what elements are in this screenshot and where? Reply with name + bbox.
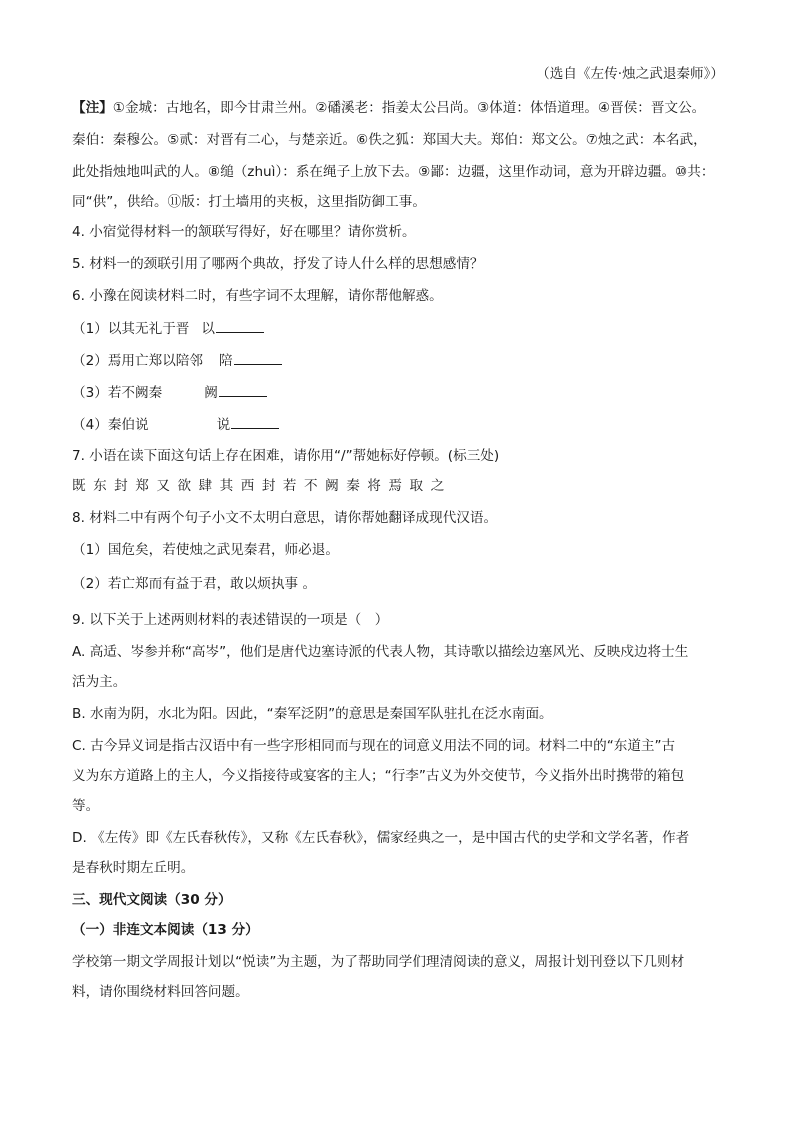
q6-item-3-label: （3）若不阙秦: [72, 385, 163, 401]
note-line-1: [72, 98, 705, 118]
question-7-stem: 7. 小语在读下面这句话上存在困难，请你用“/”帮她标好停顿。(标三处): [72, 448, 500, 464]
question-6-item-1: [72, 318, 264, 339]
question-8-item-2: （2）若亡郑而有益于君，敢以烦执事 。: [72, 576, 317, 592]
question-9-stem: 9. 以下关于上述两则材料的表述错误的一项是（ ）: [72, 612, 389, 628]
q9-option-c-line-2: 义为东方道路上的主人，今义指接待或宴客的主人；“行李”古义为外交使节，今义指外出时携带的箱包: [72, 768, 685, 784]
source-citation: （选自《左传·烛之武退秦师》）: [536, 66, 724, 82]
section-3-title: 三、现代文阅读（30 分）: [72, 892, 232, 908]
answer-blank[interactable]: [216, 318, 264, 333]
q6-item-1-label: （1）以其无礼于晋: [72, 321, 190, 337]
q6-item-2-label: （2）焉用亡郑以陪邻: [72, 353, 203, 369]
q6-item-1-word: 以: [201, 321, 215, 337]
note-line-3: 此处指烛地叫武的人。⑧缒（zhuì）：系在绳子上放下去。⑨鄙：边疆，这里作动词，意为开辟边疆。⑩共：: [72, 164, 715, 180]
question-7-sentence: 既东封郑又欲肆其西封若不阙秦将焉取之: [72, 478, 452, 494]
question-8-stem: 8. 材料二中有两个句子小文不太明白意思，请你帮她翻译成现代汉语。: [72, 510, 498, 526]
answer-blank[interactable]: [231, 414, 279, 429]
question-6-item-3: [72, 382, 267, 403]
q6-item-4-word: 说: [216, 417, 231, 433]
q9-option-c-line-1: C. 古今异义词是指古汉语中有一些字形相同而与现在的词意义用法不同的词。材料二中的“东道主”古: [72, 738, 676, 754]
question-6-item-4: [72, 414, 279, 435]
note-label: 【注】: [72, 100, 113, 116]
section-3-subtitle: （一）非连文本阅读（13 分）: [72, 922, 259, 938]
question-8-item-1: （1）国危矣，若使烛之武见秦君，师必退。: [72, 542, 339, 558]
q9-option-d-line-1: D. 《左传》即《左氏春秋传》，又称《左氏春秋》，儒家经典之一，是中国古代的史学和文学名著，作者: [72, 830, 690, 846]
note-line-4: 同“供”，供给。⑪版：打土墙用的夹板，这里指防御工事。: [72, 194, 426, 210]
q9-option-b: B. 水南为阴，水北为阳。因此，“秦军泛阴”的意思是秦国军队驻扎在泛水南面。: [72, 706, 553, 722]
note-line-2: 秦伯：秦穆公。⑤贰：对晋有二心，与楚亲近。⑥佚之狐：郑国大夫。郑伯：郑文公。⑦烛之武：本名武，: [72, 132, 707, 148]
q9-option-c-line-3: 等。: [72, 798, 100, 814]
q6-item-4-label: （4）秦伯说: [72, 417, 149, 433]
question-4: 4. 小宿觉得材料一的颔联写得好，好在哪里？请你赏析。: [72, 224, 416, 240]
q9-option-a-line-2: 活为主。: [72, 674, 127, 690]
section-3-intro-line-2: 料，请你围绕材料回答问题。: [72, 984, 249, 1000]
answer-blank[interactable]: [219, 382, 267, 397]
question-6-item-2: [72, 350, 282, 371]
section-3-intro-line-1: 学校第一期文学周报计划以“悦读”为主题，为了帮助同学们理清阅读的意义，周报计划刊登以下几则材: [72, 954, 685, 970]
question-5: 5. 材料一的颈联引用了哪两个典故，抒发了诗人什么样的思想感情？: [72, 256, 484, 272]
question-6-stem: 6. 小豫在阅读材料二时，有些字词不太理解，请你帮他解惑。: [72, 288, 443, 304]
q9-option-d-line-2: 是春秋时期左丘明。: [72, 860, 195, 876]
q6-item-3-word: 阙: [204, 385, 218, 401]
answer-blank[interactable]: [234, 350, 282, 365]
q6-item-2-word: 陪: [219, 353, 233, 369]
note-text-1: ①金城：古地名，即今甘肃兰州。②磻溪老：指姜太公吕尚。③体道：体悟道理。④晋侯：晋文公。: [112, 100, 706, 116]
q9-option-a-line-1: A. 高适、岑参并称“高岑”，他们是唐代边塞诗派的代表人物，其诗歌以描绘边塞风光、反映戍边将士生: [72, 644, 689, 660]
